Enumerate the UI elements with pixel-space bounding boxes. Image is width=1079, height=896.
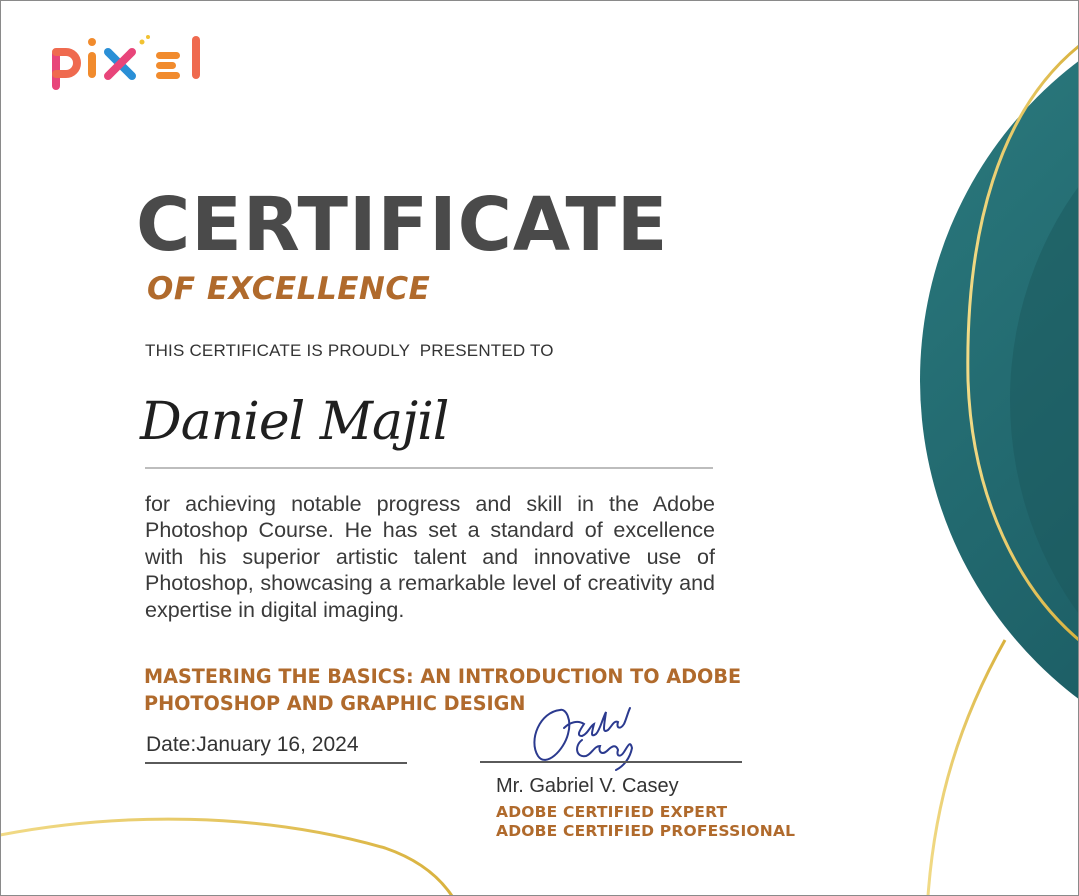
achievement-description: for achieving notable progress and skill in the Adobe Photoshop Course. He has set a standard of excellence with his superior artistic talent and innovative use of Photoshop, showcasing a remarkable level of creativity and expertise in digital imaging. <box>145 492 715 622</box>
recipient-name: Daniel Majil <box>140 392 449 452</box>
signature-line <box>480 761 742 763</box>
pixel-logo <box>48 30 213 94</box>
gold-arc-lower-right <box>928 640 1005 896</box>
date-field <box>146 733 359 757</box>
course-title: MASTERING THE BASICS: AN INTRODUCTION TO ADOBE PHOTOSHOP AND GRAPHIC DESIGN <box>144 665 742 715</box>
certificate-subtitle: OF EXCELLENCE <box>147 271 431 307</box>
logo-letter-i <box>88 38 96 78</box>
gold-arc-bottom-left <box>0 819 452 896</box>
signer-role-expert: ADOBE CERTIFIED EXPERT <box>496 803 728 821</box>
presented-to-line: THIS CERTIFICATE IS PROUDLY PRESENTED TO <box>145 341 554 360</box>
logo-letter-l <box>192 36 200 79</box>
date-underline <box>145 762 407 764</box>
date-value: January 16, 2024 <box>196 733 359 756</box>
logo-letter-p <box>52 50 77 90</box>
date-label: Date: <box>146 733 197 756</box>
signer-name: Mr. Gabriel V. Casey <box>496 775 679 797</box>
logo-letter-x <box>108 35 150 76</box>
certificate-title: CERTIFICATE <box>136 182 669 268</box>
name-underline <box>145 467 713 469</box>
signer-role-professional: ADOBE CERTIFIED PROFESSIONAL <box>496 822 796 840</box>
logo-letter-e <box>156 52 180 79</box>
